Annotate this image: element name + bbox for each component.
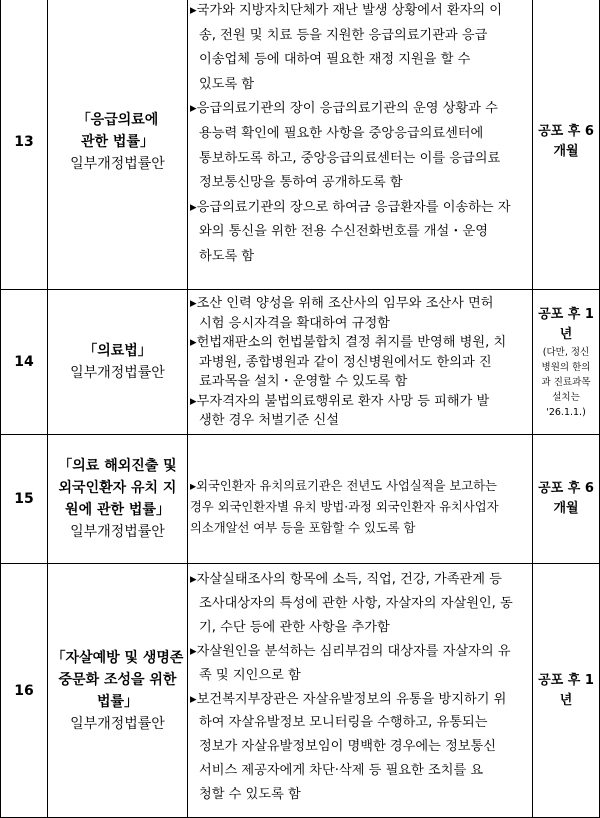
content-line: ▸조산 인력 양성을 위해 조산사의 임무와 조산사 면허 [190,296,494,311]
row-number: 16 [0,564,48,817]
content-cell [188,435,533,563]
content-line: ▸응급의료기관의 장으로 하여금 응급환자를 이송하는 자 [190,199,511,215]
content-line: 이송업체 등에 대하여 필요한 재정 지원을 할 수 [199,52,471,68]
effective-date-cell [533,435,600,563]
content-line: ▸외국인환자 유치의료기관은 전년도 사업실적을 보고하는 [190,479,497,493]
effective-date-cell [533,564,600,817]
effective-date-line: 공포 후 1 [538,672,594,688]
effective-date-note: 설치는 [552,391,580,403]
content-line: 과병원, 종합병원과 같이 정신병원에서도 한의과 진 [199,354,492,370]
content-cell [188,564,533,817]
law-name-cell [48,290,188,434]
effective-date-note: 과 진료과목 [541,376,591,388]
effective-date-line: 년 [559,692,573,708]
content-line: 와의 통신을 위한 전용 수신전화번호를 개설・운영 [199,224,488,240]
law-subtitle: 일부개정법률안 [70,524,165,540]
table-row [0,0,600,289]
content-cell [188,290,533,434]
law-title-line: 관한 법률」 [81,134,154,150]
law-title-line: 「응급의료에 [76,112,159,128]
law-title-line: 법률」 [96,693,139,710]
content-line: 있도록 함 [199,76,255,92]
law-title-line: 외국인환자 유치 지 [58,480,177,496]
effective-date-line: 개월 [553,501,579,516]
effective-date-note: '26.1.1.) [546,406,586,418]
content-line: 하도록 함 [199,248,255,264]
content-line: 시험 응시자격을 확대하여 규정함 [199,315,390,331]
content-line: ▸무자격자의 불법의료행위로 환자 사망 등 피해가 발 [190,393,490,409]
content-line: 료과목을 설치・운영할 수 있도록 함 [199,374,408,389]
effective-date-cell [533,0,600,289]
content-line: 정보통신망을 통하여 공개하도록 함 [199,175,403,191]
row-number: 14 [0,290,48,434]
law-subtitle: 일부개정법률안 [70,715,165,732]
content-line: 경우 외국인환자별 유치 방법·과정 외국인환자 유치사업자 [190,500,499,514]
content-line: 송, 전원 및 치료 등을 지원한 응급의료기관과 응급 [199,27,488,43]
effective-date-line: 공포 후 6 [538,124,594,139]
effective-date-line: 공포 후 6 [538,481,594,496]
content-line: 의소개알선 여부 등을 포함할 수 있도록 함 [190,521,416,535]
table-row [0,563,600,818]
law-title-line: 「자살예방 및 생명존 [51,649,184,666]
law-title-line: 「의료 해외진출 및 [58,458,177,474]
effective-date-note: 병원의 한의 [541,361,591,373]
content-line: 하여 자살유발정보 모니터링을 수행하고, 유통되는 [199,715,488,731]
effective-date-note: (다만, 정신 [542,346,590,358]
content-line: 족 및 지인으로 함 [199,667,301,683]
row-number: 15 [0,435,48,563]
law-subtitle: 일부개정법률안 [70,156,165,172]
content-line: 용능력 확인에 필요한 사항을 중앙응급의료센터에 [199,125,484,141]
law-name-cell [48,435,188,563]
effective-date-cell [533,290,600,434]
content-line: 통보하도록 하고, 중앙응급의료센터는 이를 응급의료 [199,150,501,166]
law-subtitle: 일부개정법률안 [70,365,165,381]
law-name-cell [48,0,188,289]
content-line: ▸자살실태조사의 항목에 소득, 직업, 건강, 가족관계 등 [190,572,502,587]
content-line: 청할 수 있도록 함 [199,787,301,803]
effective-date-line: 개월 [553,144,579,159]
content-line: ▸국가와 지방자치단체가 재난 발생 상황에서 환자의 이 [190,3,503,18]
law-title-line: 원에 관한 법률」 [65,502,170,518]
content-line: ▸응급의료기관의 장이 응급의료기관의 운영 상황과 수 [190,101,498,117]
row-number: 13 [0,0,48,289]
content-line: 생한 경우 처벌기준 신설 [199,413,339,428]
law-title-line: 「의료법」 [83,343,152,359]
content-line: 조사대상자의 특성에 관한 사항, 자살자의 자살원인, 동 [199,595,513,611]
effective-date-line: 공포 후 1 [538,306,594,322]
table-row [0,434,600,563]
content-cell [188,0,533,289]
content-line: ▸헌법재판소의 헌법불합치 결정 취지를 반영해 병원, 치 [190,335,507,350]
law-title-line: 중문화 조성을 위한 [58,671,177,688]
content-line: ▸보건복지부장관은 자살유발정보의 유통을 방지하기 위 [190,691,507,707]
effective-date-line: 년 [559,326,573,342]
content-line: ▸자살원인을 분석하는 심리부검의 대상자를 자살자의 유 [190,643,511,659]
table-row [0,289,600,434]
content-line: 정보가 자살유발정보임이 명백한 경우에는 정보통신 [199,739,497,755]
law-name-cell [48,564,188,817]
content-line: 기, 수단 등에 관한 사항을 추가함 [199,619,390,635]
content-line: 서비스 제공자에게 차단·삭제 등 필요한 조치를 요 [199,763,484,779]
